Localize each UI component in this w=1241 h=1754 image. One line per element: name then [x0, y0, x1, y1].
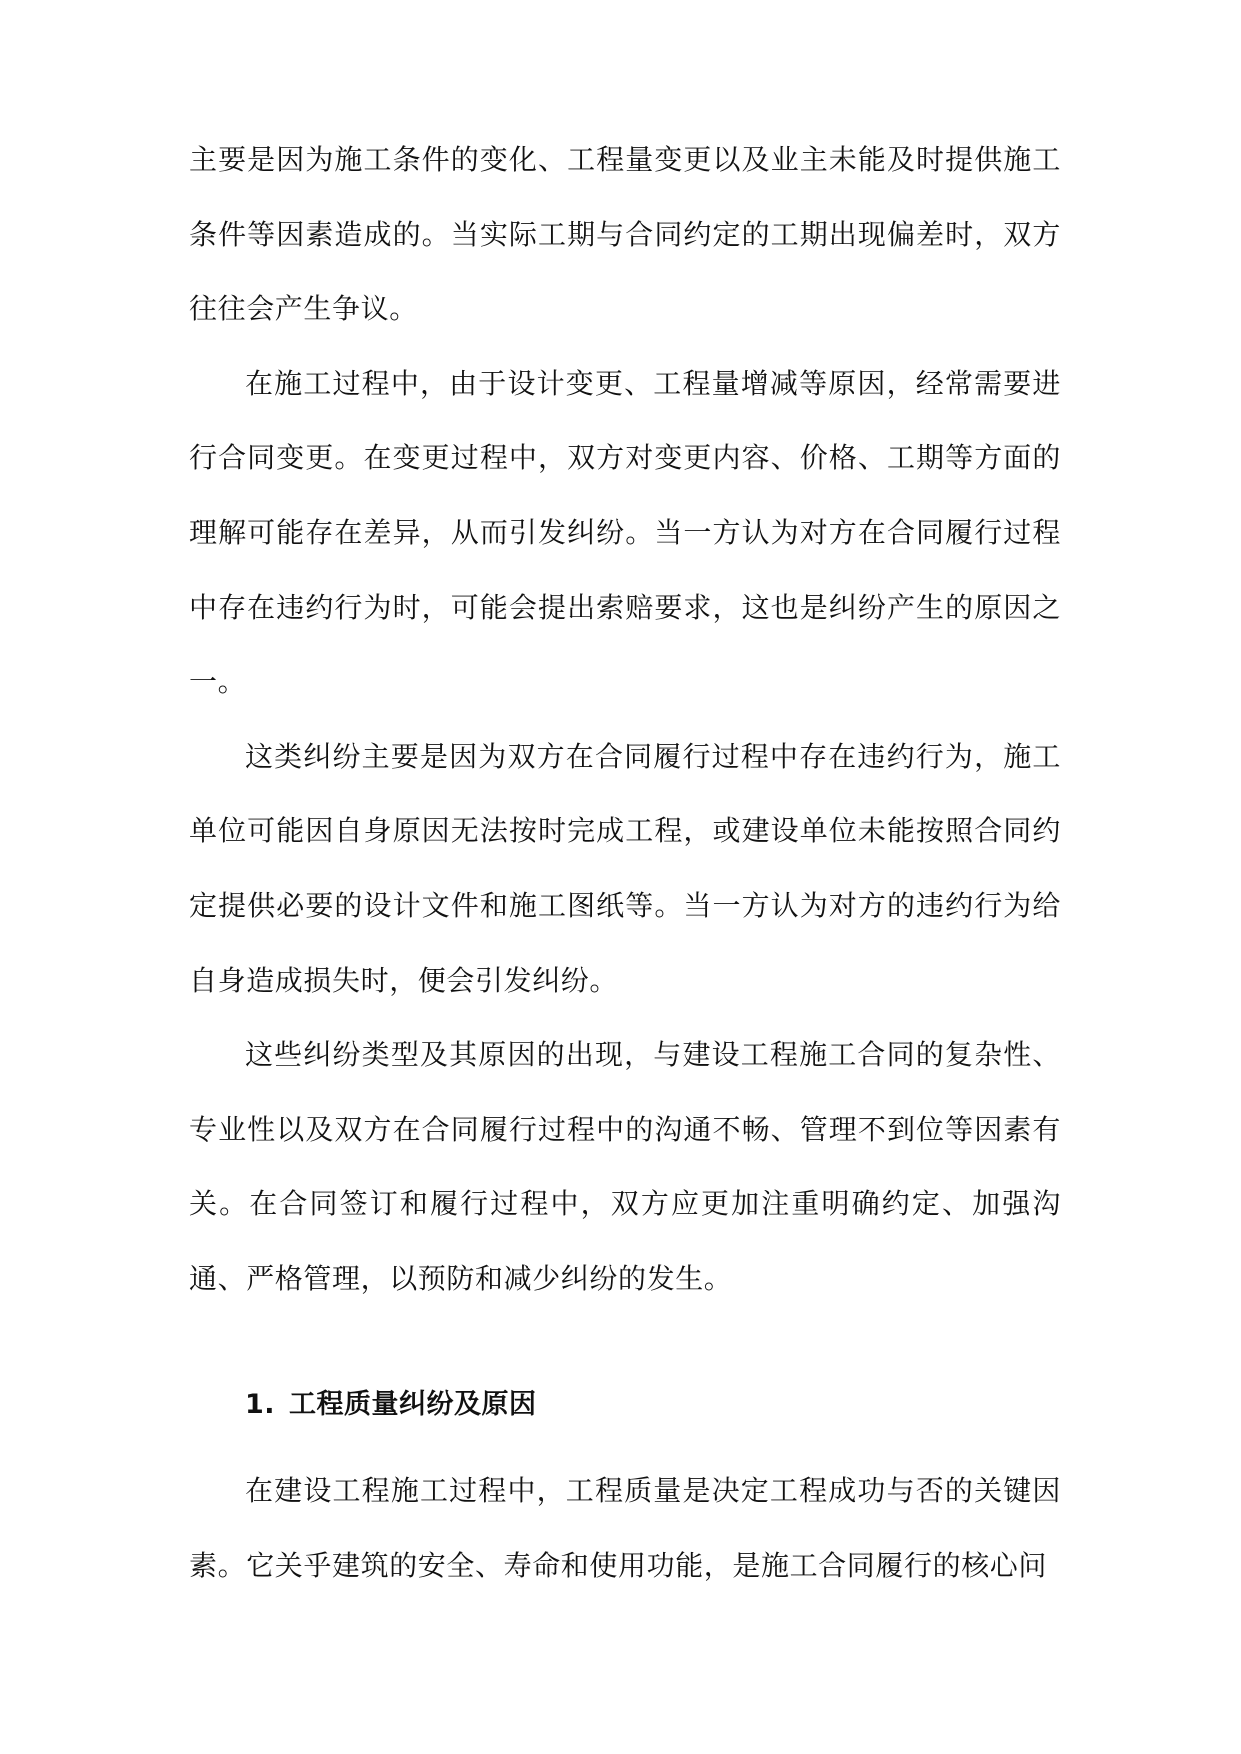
paragraph-3: 这类纠纷主要是因为双方在合同履行过程中存在违约行为，施工单位可能因自身原因无法按时完成工程，或建设单位未能按照合同约定提供必要的设计文件和施工图纸等。当一方认为对方的违约行为给自身造成损失时，便会引发纠纷。	[189, 739, 1061, 997]
body-text-lower	[189, 1454, 1061, 1603]
body-text-upper	[189, 123, 1061, 1317]
paragraph-1: 主要是因为施工条件的变化、工程量变更以及业主未能及时提供施工条件等因素造成的。当实际工期与合同约定的工期出现偏差时，双方往往会产生争议。	[189, 143, 1061, 326]
section-title: 工程质量纠纷及原因	[289, 1389, 537, 1420]
paragraph-2: 在施工过程中，由于设计变更、工程量增减等原因，经常需要进行合同变更。在变更过程中，双方对变更内容、价格、工期等方面的理解可能存在差异，从而引发纠纷。当一方认为对方在合同履行过程中存在违约行为时，可能会提出索赔要求，这也是纠纷产生的原因之一。	[189, 366, 1061, 699]
paragraph-4: 这些纠纷类型及其原因的出现，与建设工程施工合同的复杂性、专业性以及双方在合同履行过程中的沟通不畅、管理不到位等因素有关。在合同签订和履行过程中，双方应更加注重明确约定、加强沟通、严格管理，以预防和减少纠纷的发生。	[189, 1038, 1061, 1295]
paragraph-5: 在建设工程施工过程中，工程质量是决定工程成功与否的关键因素。它关乎建筑的安全、寿命和使用功能，是施工合同履行的核心问	[189, 1474, 1061, 1582]
section-number: 1.	[245, 1389, 276, 1420]
section-heading	[245, 1385, 537, 1425]
